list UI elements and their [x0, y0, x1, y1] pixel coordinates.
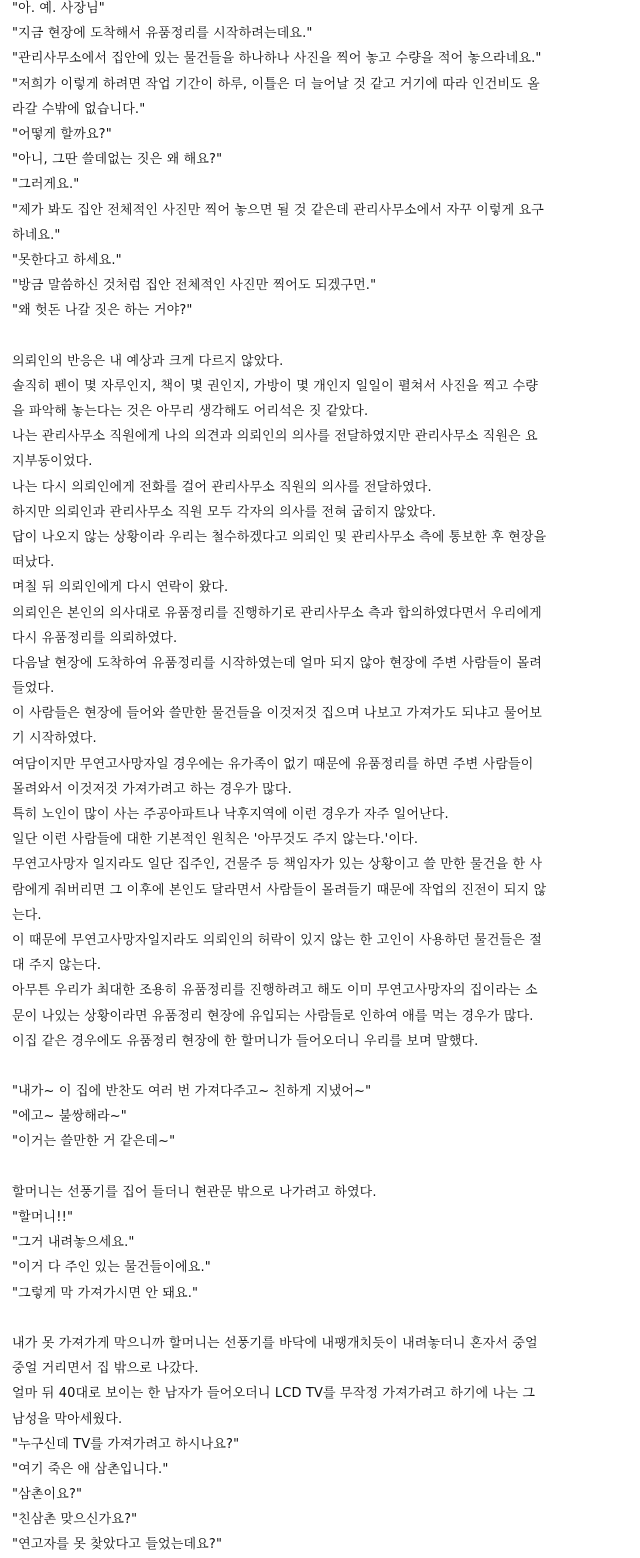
text-line: "못한다고 하세요." — [12, 252, 122, 268]
text-line: 라갈 수밖에 없습니다." — [12, 101, 146, 117]
text-line: "이거는 쓸만한 거 같은데~" — [12, 1134, 176, 1150]
text-line: "어떻게 할까요?" — [12, 126, 112, 142]
text-line: 떠났다. — [12, 555, 55, 571]
text-line: 아무튼 우리가 최대한 조용히 유품정리를 진행하려고 해도 이미 무연고사망자의 집이라는 소 — [12, 983, 538, 999]
text-line: 할머니는 선풍기를 집어 들더니 현관문 밖으로 나가려고 하였다. — [12, 1184, 377, 1200]
text-line: 며칠 뒤 의뢰인에게 다시 연락이 왔다. — [12, 580, 229, 596]
text-line: "관리사무소에서 집안에 있는 물건들을 하나하나 사진을 찍어 놓고 수량을 적어 놓으라네요." — [12, 51, 542, 67]
text-line: 기 시작하였다. — [12, 731, 97, 747]
text-line: 무연고사망자 일지라도 일단 집주인, 건물주 등 책임자가 있는 상황이고 쓸 만한 물건을 한 사 — [12, 857, 543, 873]
text-line: 다시 유품정리를 의뢰하였다. — [12, 630, 178, 646]
text-line: 여담이지만 무연고사망자일 경우에는 유가족이 없기 때문에 유품정리를 하면 주변 사람들이 — [12, 756, 534, 772]
text-line: 남성을 막아세웠다. — [12, 1411, 123, 1427]
text-line: 나는 관리사무소 직원에게 나의 의견과 의뢰인의 의사를 전달하였지만 관리사무소 직원은 요 — [12, 429, 538, 445]
blank-line — [12, 323, 636, 348]
text-line: 하지만 의뢰인과 관리사무소 직원 모두 각자의 의사를 전혀 굽히지 않았다. — [12, 504, 437, 520]
text-line: "이거 다 주인 있는 물건들이에요." — [12, 1260, 211, 1276]
text-line: 얼마 뒤 40대로 보이는 한 남자가 들어오더니 LCD TV를 무작정 가져가려고 하기에 나는 그 — [12, 1386, 536, 1402]
text-line: "왜 헛돈 나갈 짓은 하는 거야?" — [12, 303, 193, 319]
text-line: "할머니!!" — [12, 1210, 74, 1225]
text-line: "친삼촌 맞으신가요?" — [12, 1512, 138, 1528]
text-line: "저희가 이렇게 하려면 작업 기간이 하루, 이틀은 더 늘어날 것 같고 거기에 따라 인건비도 올 — [12, 76, 540, 92]
text-line: 몰려와서 이것저것 가져가려고 하는 경우가 많다. — [12, 781, 292, 797]
text-line: 특히 노인이 많이 사는 주공아파트나 낙후지역에 이런 경우가 자주 일어난다. — [12, 807, 449, 822]
text-line: "삼촌이요?" — [12, 1487, 83, 1503]
text-line: "그거 내려놓으세요." — [12, 1235, 135, 1251]
text-line: "그러게요." — [12, 177, 80, 193]
blank-line — [12, 1306, 636, 1331]
text-line: "그렇게 막 가져가시면 안 돼요." — [12, 1285, 199, 1301]
text-line: 내가 못 가져가게 막으니까 할머니는 선풍기를 바닥에 내팽개치듯이 내려놓더니 혼자서 중얼 — [12, 1335, 538, 1351]
text-line: "연고자를 못 찾았다고 들었는데요?" — [12, 1537, 223, 1553]
text-line: 는다. — [12, 907, 42, 923]
text-line: 이 때문에 무연고사망자일지라도 의뢰인의 허락이 있지 않는 한 고인이 사용하던 물건들은 절 — [12, 932, 543, 948]
text-line: "에고~ 불쌍해라~" — [12, 1109, 127, 1125]
text-line: 지부동이었다. — [12, 454, 93, 470]
text-line: "방금 말씀하신 것처럼 집안 전체적인 사진만 찍어도 되겠구먼." — [12, 278, 377, 294]
text-line: 이 사람들은 현장에 들어와 쓸만한 물건들을 이것저것 집으며 나보고 가져가도 되냐고 물어보 — [12, 706, 543, 722]
text-line: "제가 봐도 집안 전체적인 사진만 찍어 놓으면 될 것 같은데 관리사무소에서 자꾸 이렇게 요구 — [12, 202, 544, 218]
text-line: 문이 나있는 상황이라면 유품정리 현장에 유입되는 사람들로 인하여 애를 먹는 경우가 많다. — [12, 1008, 534, 1024]
text-line: 들었다. — [12, 681, 55, 697]
text-line: 을 파악해 놓는다는 것은 아무리 생각해도 어리석은 짓 같았다. — [12, 404, 369, 419]
text-line: 솔직히 펜이 몇 자루인지, 책이 몇 권인지, 가방이 몇 개인지 일일이 펼쳐서 사진을 찍고 수량 — [12, 378, 539, 394]
text-line: 나는 다시 의뢰인에게 전화를 걸어 관리사무소 직원의 의사를 전달하였다. — [12, 479, 432, 495]
text-line: "내가~ 이 집에 반찬도 여러 번 가져다주고~ 친하게 지냈어~" — [12, 1084, 372, 1100]
text-line: "누구신데 TV를 가져가려고 하시나요?" — [12, 1436, 240, 1452]
text-line: "아니, 그딴 쓸데없는 짓은 왜 해요?" — [12, 152, 223, 168]
text-line: 하네요." — [12, 227, 61, 243]
text-line: 중얼 거리면서 집 밖으로 나갔다. — [12, 1361, 199, 1377]
text-line: 의뢰인의 반응은 내 예상과 크게 다르지 않았다. — [12, 353, 284, 369]
text-line: "아. 예. 사장님" — [12, 1, 105, 16]
text-line: 의뢰인은 본인의 의사대로 유품정리를 진행하기로 관리사무소 측과 합의하였다면서 우리에게 — [12, 605, 542, 621]
blank-line — [12, 1155, 636, 1180]
text-line: 답이 나오지 않는 상황이라 우리는 철수하겠다고 의뢰인 및 관리사무소 측에 통보한 후 현장을 — [12, 529, 547, 545]
text-line: 대 주지 않는다. — [12, 958, 102, 974]
text-line: 다음날 현장에 도착하여 유품정리를 시작하였는데 얼마 되지 않아 현장에 주변 사람들이 몰려 — [12, 655, 543, 671]
text-line: "여기 죽은 애 삼촌입니다." — [12, 1461, 169, 1477]
blank-line — [12, 1054, 636, 1079]
text-line: 일단 이런 사람들에 대한 기본적인 원칙은 '아무것도 주지 않는다.'이다. — [12, 832, 419, 848]
text-line: "지금 현장에 도착해서 유품정리를 시작하려는데요." — [12, 26, 313, 42]
text-line: 이집 같은 경우에도 유품정리 현장에 한 할머니가 들어오더니 우리를 보며 말했다. — [12, 1033, 479, 1049]
text-line: 람에게 줘버리면 그 이후에 본인도 달라면서 사람들이 몰려들기 때문에 작업의 진전이 되지 않 — [12, 882, 547, 898]
